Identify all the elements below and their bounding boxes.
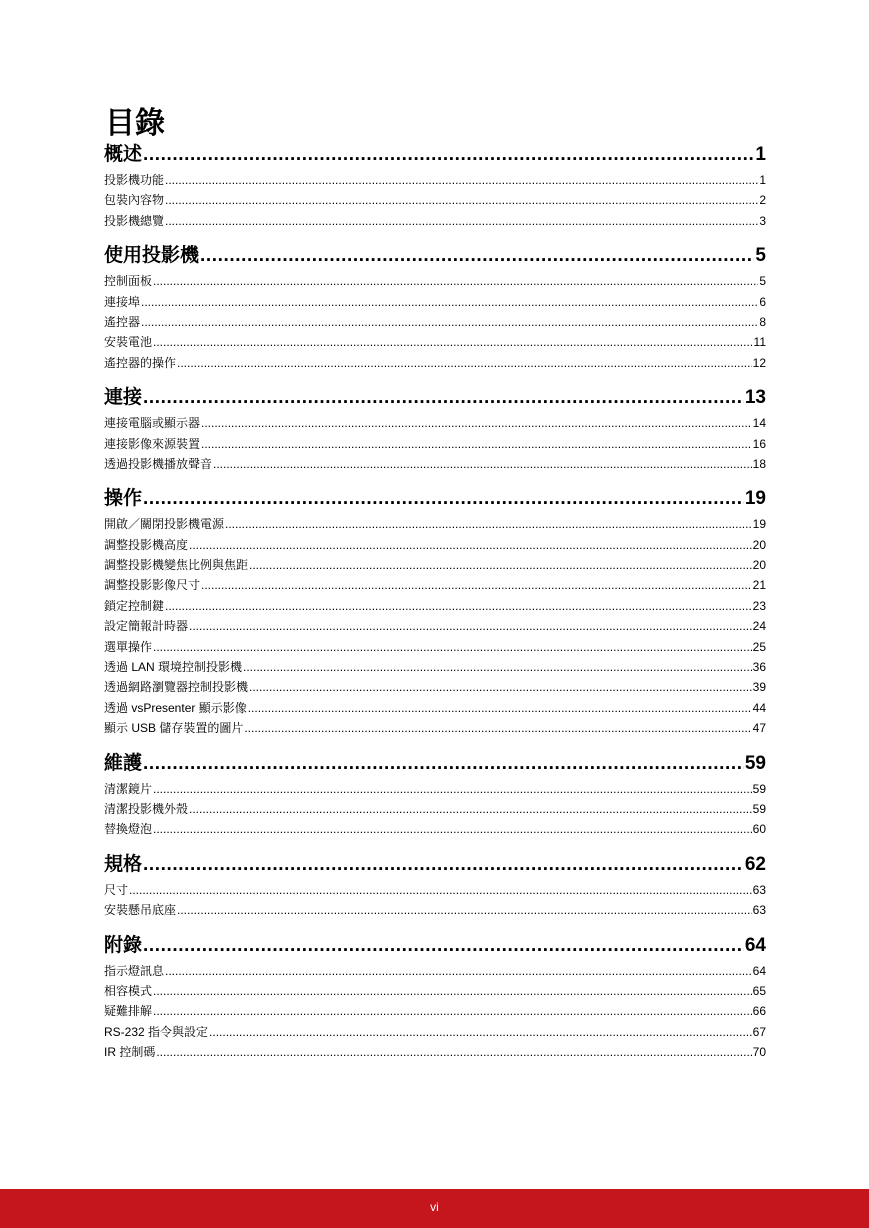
toc-item-label: 安裝懸吊底座 — [104, 903, 177, 918]
toc-chapter-page-number: 5 — [755, 245, 766, 267]
toc-item-label: 連接電腦或顯示器 — [104, 416, 201, 431]
toc-item[interactable] — [104, 880, 766, 900]
toc-item[interactable] — [104, 616, 766, 636]
dot-leader — [200, 243, 754, 268]
toc-item-page-number: 64 — [752, 963, 766, 978]
dot-leader — [153, 819, 752, 839]
dot-leader — [249, 555, 752, 575]
toc-item-label: 連接影像來源裝置 — [104, 436, 201, 451]
toc-chapter-page-number: 64 — [744, 934, 766, 956]
toc-item[interactable] — [104, 900, 766, 920]
toc-chapter[interactable] — [104, 243, 766, 268]
toc-chapter-label: 規格 — [104, 853, 143, 875]
dot-leader — [177, 353, 752, 373]
dot-leader — [165, 211, 758, 231]
toc-item-page-number: 20 — [752, 537, 766, 552]
toc-item-page-number: 16 — [752, 436, 766, 451]
toc-item-page-number: 20 — [752, 558, 766, 573]
toc-item-label: 連接埠 — [104, 294, 141, 309]
toc-item[interactable] — [104, 981, 766, 1001]
toc-item-page-number: 3 — [759, 213, 766, 228]
toc-item-label: 安裝電池 — [104, 335, 153, 350]
toc-chapter[interactable] — [104, 751, 766, 776]
toc-item-page-number: 11 — [753, 335, 766, 350]
toc-item-page-number: 8 — [759, 314, 766, 329]
toc-item-page-number: 70 — [752, 1045, 766, 1060]
dot-leader — [141, 312, 758, 332]
toc-item[interactable] — [104, 190, 766, 210]
dot-leader — [141, 292, 758, 312]
dot-leader — [143, 933, 744, 958]
toc-chapter[interactable] — [104, 142, 766, 167]
toc-item-label: 透過 LAN 環境控制投影機 — [104, 660, 243, 675]
dot-leader — [189, 616, 752, 636]
toc-item-page-number: 21 — [752, 578, 766, 593]
toc-item-page-number: 59 — [752, 801, 766, 816]
table-of-contents — [104, 142, 766, 1063]
toc-chapter-label: 連接 — [104, 387, 143, 409]
toc-item[interactable] — [104, 1001, 766, 1021]
toc-item-label: 替換燈泡 — [104, 822, 153, 837]
toc-item-label: 控制面板 — [104, 274, 153, 289]
toc-item-page-number: 19 — [752, 517, 766, 532]
toc-chapter-page-number: 62 — [744, 853, 766, 875]
toc-chapter[interactable] — [104, 933, 766, 958]
toc-item-label: 投影機功能 — [104, 173, 165, 187]
dot-leader — [243, 657, 752, 677]
toc-item[interactable] — [104, 819, 766, 839]
toc-chapter-page-number: 59 — [744, 752, 766, 774]
dot-leader — [153, 637, 752, 657]
toc-item-label: 疑難排解 — [104, 1004, 153, 1019]
toc-chapter-label: 附錄 — [104, 934, 143, 956]
toc-item[interactable] — [104, 961, 766, 981]
dot-leader — [249, 677, 752, 697]
toc-item-label: 設定簡報計時器 — [104, 619, 189, 634]
dot-leader — [201, 413, 752, 433]
toc-item-page-number: 44 — [752, 700, 766, 715]
toc-item-label: 調整投影機變焦比例與焦距 — [104, 558, 249, 573]
dot-leader — [165, 596, 752, 616]
toc-item[interactable] — [104, 718, 766, 738]
toc-chapter-page-number: 19 — [744, 488, 766, 510]
dot-leader — [225, 514, 752, 534]
toc-item-page-number: 67 — [752, 1024, 766, 1039]
toc-item-page-number: 5 — [759, 274, 766, 289]
dot-leader — [153, 332, 753, 352]
dot-leader — [153, 779, 752, 799]
toc-item-page-number: 18 — [752, 456, 766, 471]
toc-item-label: 顯示 USB 儲存裝置的圖片 — [104, 721, 244, 736]
footer-bar — [0, 1189, 869, 1228]
toc-item[interactable] — [104, 677, 766, 697]
toc-item-label: 選單操作 — [104, 639, 153, 654]
toc-item-label: IR 控制碼 — [104, 1045, 156, 1060]
dot-leader — [165, 190, 758, 210]
toc-item[interactable] — [104, 353, 766, 373]
toc-chapter[interactable] — [104, 486, 766, 511]
toc-item-label: 相容模式 — [104, 983, 153, 998]
toc-item-page-number: 1 — [759, 173, 766, 187]
toc-item-label: 指示燈訊息 — [104, 963, 165, 978]
toc-item-page-number: 14 — [752, 416, 766, 431]
toc-item-label: 透過投影機播放聲音 — [104, 456, 213, 471]
toc-item-page-number: 60 — [752, 822, 766, 837]
toc-item-label: 尺寸 — [104, 882, 129, 897]
toc-item[interactable] — [104, 1042, 766, 1062]
dot-leader — [143, 142, 754, 167]
toc-item-page-number: 6 — [759, 294, 766, 309]
toc-item[interactable] — [104, 271, 766, 291]
toc-item-label: 透過網路瀏覽器控制投影機 — [104, 680, 249, 695]
toc-item-page-number: 25 — [752, 639, 766, 654]
dot-leader — [189, 535, 752, 555]
toc-chapter-label: 使用投影機 — [104, 245, 200, 267]
toc-chapter-page-number: 13 — [744, 387, 766, 409]
toc-item[interactable] — [104, 292, 766, 312]
dot-leader — [129, 880, 752, 900]
toc-item[interactable] — [104, 211, 766, 231]
toc-item[interactable] — [104, 596, 766, 616]
toc-item-page-number: 23 — [752, 598, 766, 613]
dot-leader — [153, 271, 758, 291]
footer-page-number: vi — [430, 1200, 439, 1214]
toc-item-page-number: 39 — [752, 680, 766, 695]
dot-leader — [156, 1042, 751, 1062]
toc-item-page-number: 65 — [752, 983, 766, 998]
toc-item[interactable] — [104, 312, 766, 332]
toc-item-page-number: 66 — [752, 1004, 766, 1019]
toc-item-page-number: 2 — [759, 193, 766, 208]
dot-leader — [248, 698, 752, 718]
toc-item[interactable] — [104, 657, 766, 677]
toc-item[interactable] — [104, 698, 766, 718]
toc-item-label: 遙控器 — [104, 314, 141, 329]
dot-leader — [165, 961, 752, 981]
dot-leader — [153, 1001, 752, 1021]
toc-item-label: 調整投影機高度 — [104, 537, 189, 552]
toc-item[interactable] — [104, 332, 766, 352]
toc-item-label: 透過 vsPresenter 顯示影像 — [104, 700, 247, 715]
dot-leader — [189, 799, 752, 819]
toc-chapter-label: 操作 — [104, 488, 143, 510]
dot-leader — [153, 981, 752, 1001]
toc-chapter[interactable] — [104, 852, 766, 877]
toc-item-page-number: 12 — [752, 355, 766, 370]
dot-leader — [143, 852, 744, 877]
toc-item-label: 清潔投影機外殼 — [104, 801, 189, 816]
dot-leader — [143, 486, 744, 511]
toc-item[interactable] — [104, 454, 766, 474]
toc-item-label: 投影機總覽 — [104, 213, 165, 228]
dot-leader — [143, 751, 744, 776]
toc-chapter[interactable] — [104, 385, 766, 410]
toc-item[interactable] — [104, 799, 766, 819]
toc-chapter-page-number: 1 — [755, 144, 766, 165]
toc-item[interactable] — [104, 413, 766, 433]
toc-item-page-number: 63 — [752, 882, 766, 897]
toc-chapter-label: 概述 — [104, 144, 143, 165]
toc-item-label: 開啟／關閉投影機電源 — [104, 517, 225, 532]
dot-leader — [244, 718, 751, 738]
dot-leader — [177, 900, 752, 920]
toc-item-label: 鎖定控制鍵 — [104, 598, 165, 613]
toc-item[interactable] — [104, 170, 766, 190]
toc-item-page-number: 63 — [752, 903, 766, 918]
dot-leader — [201, 434, 752, 454]
toc-item[interactable] — [104, 514, 766, 534]
toc-item-label: 遙控器的操作 — [104, 355, 177, 370]
toc-item-label: RS-232 指令與設定 — [104, 1024, 209, 1039]
toc-item-page-number: 59 — [752, 781, 766, 796]
toc-item-label: 清潔鏡片 — [104, 781, 153, 796]
toc-chapter-label: 維護 — [104, 752, 143, 774]
toc-item-label: 調整投影影像尺寸 — [104, 578, 201, 593]
toc-item[interactable] — [104, 637, 766, 657]
dot-leader — [213, 454, 752, 474]
toc-item[interactable] — [104, 779, 766, 799]
toc-item[interactable] — [104, 1022, 766, 1042]
dot-leader — [209, 1022, 752, 1042]
dot-leader — [165, 170, 758, 190]
toc-item-page-number: 47 — [752, 721, 766, 736]
toc-item[interactable] — [104, 555, 766, 575]
toc-item-page-number: 36 — [752, 660, 766, 675]
dot-leader — [143, 385, 744, 410]
dot-leader — [201, 575, 752, 595]
toc-item[interactable] — [104, 434, 766, 454]
page-title: 目錄 — [105, 107, 165, 140]
toc-item[interactable] — [104, 575, 766, 595]
toc-item-label: 包裝內容物 — [104, 193, 165, 208]
toc-item[interactable] — [104, 535, 766, 555]
toc-item-page-number: 24 — [752, 619, 766, 634]
